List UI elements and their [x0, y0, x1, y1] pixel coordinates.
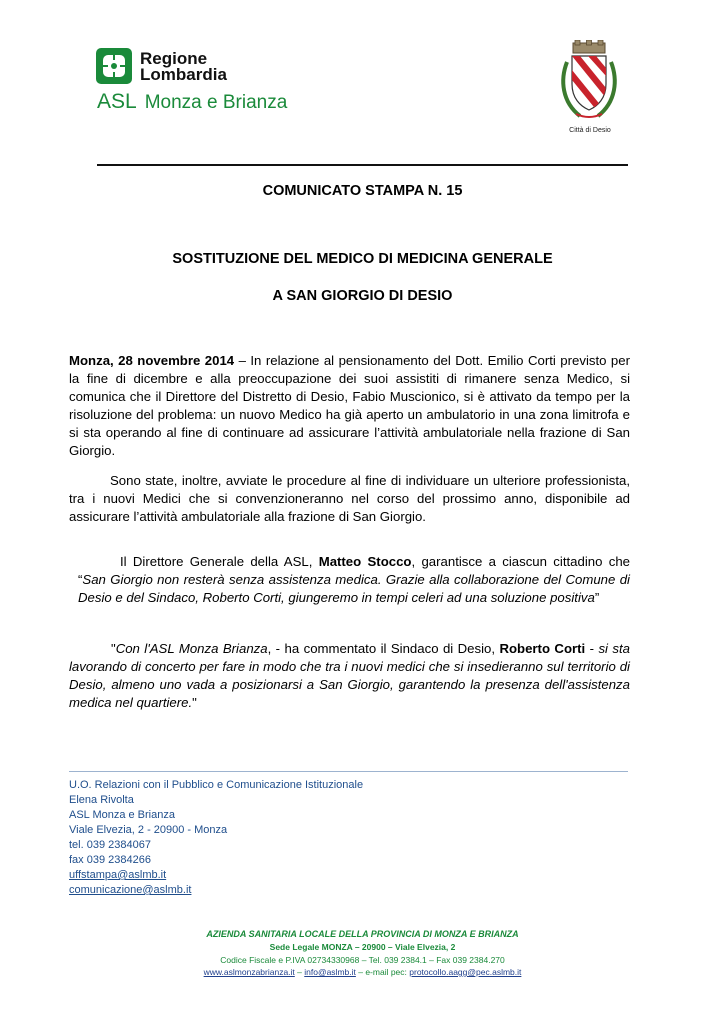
- pec-email-link[interactable]: protocollo.aagg@pec.aslmb.it: [409, 967, 522, 977]
- desio-crest-icon: [558, 40, 620, 122]
- paragraph-3-pre: Il Direttore Generale della ASL,: [120, 554, 319, 569]
- contact-person: Elena Rivolta: [69, 794, 134, 806]
- asl-word: ASL: [97, 90, 137, 113]
- director-name: Matteo Stocco: [318, 554, 412, 569]
- director-quote: San Giorgio non resterà senza assistenza medica. Grazie alla collaborazione del Comune di Desio e del Sindaco, Roberto Corti, giungeremo in tempi celeri ad una soluzione positiva: [78, 572, 630, 605]
- info-email-link[interactable]: info@aslmb.it: [304, 967, 356, 977]
- title-line-1: SOSTITUZIONE DEL MEDICO DI MEDICINA GENERALE: [172, 251, 553, 267]
- paragraph-3-mid: , garantisce a ciascun cittadino che “: [78, 554, 630, 587]
- quote-open: ": [111, 641, 116, 656]
- quote-close: ": [192, 695, 197, 710]
- footer-tax-info: Codice Fiscale e P.IVA 02734330968 – Tel. 039 2384.1 – Fax 039 2384.270: [220, 955, 505, 965]
- contact-fax: fax 039 2384266: [69, 854, 151, 866]
- email-link-comunicazione[interactable]: comunicazione@aslmb.it: [69, 884, 192, 896]
- paragraph-1-text: – In relazione al pensionamento del Dott. Emilio Corti previsto per la fine di dicembre e alla preoccupazione dei suoi assistiti di rimanere senza Medico, si comunica che il Direttore del Distretto di Desio, Fabio Muscionico, si è attivato da tempo per la risoluzione del problema: un nuovo Medico ha già aperto un ambulatorio in una zona limitrofa e si sta operando al fine di continuare ad assicurare l’attività ambulatoriale nella frazione di San Giorgio.: [69, 353, 630, 458]
- paragraph-3: [78, 553, 630, 607]
- crest-caption: Città di Desio: [569, 127, 611, 134]
- mayor-name: Roberto Corti: [499, 641, 586, 656]
- footer-sep-2: – e-mail pec:: [355, 967, 410, 977]
- dateline: Monza, 28 novembre 2014: [69, 353, 235, 368]
- contact-office: U.O. Relazioni con il Pubblico e Comunicazione Istituzionale: [69, 779, 364, 791]
- asl-name: Monza e Brianza: [144, 92, 288, 113]
- footer-links: [0, 967, 725, 977]
- footer-agency-name: AZIENDA SANITARIA LOCALE DELLA PROVINCIA DI MONZA E BRIANZA: [206, 929, 519, 939]
- paragraph-4: [69, 640, 630, 712]
- website-link[interactable]: www.aslmonzabrianza.it: [203, 967, 295, 977]
- contact-address: Viale Elvezia, 2 - 20900 - Monza: [69, 824, 228, 836]
- asl-brand: [97, 92, 287, 113]
- email-link-uffstampa[interactable]: uffstampa@aslmb.it: [69, 869, 167, 881]
- brand-regione: Regione: [140, 49, 208, 68]
- regione-lombardia-logo-icon: [96, 48, 132, 84]
- contact-tel: tel. 039 2384067: [69, 839, 151, 851]
- paragraph-4-dash: -: [585, 641, 599, 656]
- mayor-quote-1: Con l'ASL Monza Brianza: [115, 641, 268, 656]
- paragraph-4-mid: , - ha commentato il Sindaco di Desio,: [267, 641, 500, 656]
- contact-divider: [69, 771, 628, 772]
- paragraph-2: [69, 472, 630, 526]
- contact-block: [69, 778, 363, 898]
- header-divider: [97, 164, 628, 166]
- title-line-2: A SAN GIORGIO DI DESIO: [272, 288, 453, 304]
- mayor-quote-2: si sta lavorando di concerto per fare in modo che tra i nuovi medici che si insedieranno sul territorio di Desio, almeno uno vada a posizionarsi a San Giorgio, garantendo la presenza dell'assistenza medica nel quartiere.: [69, 641, 630, 710]
- contact-org: ASL Monza e Brianza: [69, 809, 175, 821]
- paragraph-1: [69, 352, 630, 460]
- paragraph-3-end: ”: [594, 590, 600, 605]
- brand-lombardia: Lombardia: [140, 65, 227, 84]
- paragraph-2-text: Sono state, inoltre, avviate le procedure al fine di individuare un ulteriore professionista, tra i nuovi Medici che si convenzioneranno nel corso del prossimo anno, disponibile ad assicurare l’attività ambulatoriale alla frazione di San Giorgio.: [69, 473, 630, 524]
- footer-sep-1: –: [294, 967, 305, 977]
- footer-legal-seat: Sede Legale MONZA – 20900 – Viale Elvezia, 2: [269, 942, 456, 952]
- press-release-number: COMUNICATO STAMPA N. 15: [262, 183, 463, 199]
